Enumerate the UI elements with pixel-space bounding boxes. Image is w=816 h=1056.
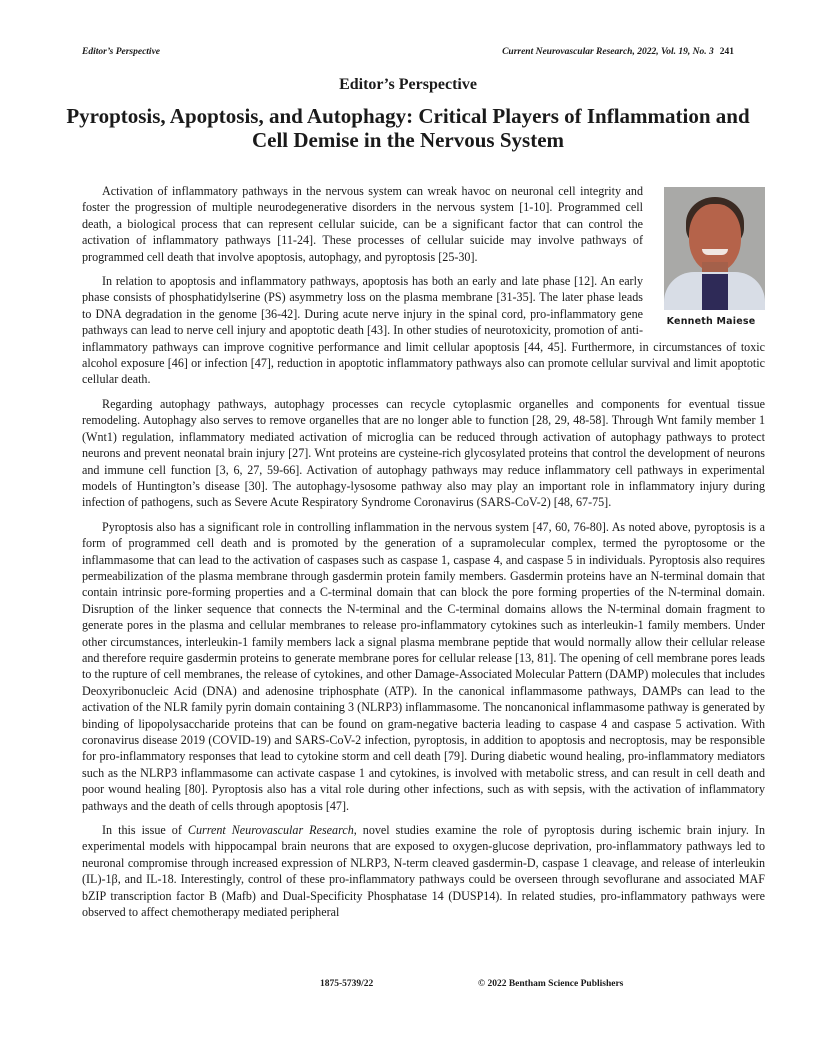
article-body — [82, 183, 765, 928]
this-issue-lead: In this issue of — [102, 823, 188, 838]
paragraph-autophagy: Regarding autophagy pathways, autophagy processes can recycle cytoplasmic organelles and components for eventual tissue remodeling. Autophagy also serves to remove organelles that are no longer able to function [28, 29, 48-58]. Through Wnt family member 1 (Wnt1) regulation, inflammatory mediated activation of microglia can be reduced through activation of autophagy pathways to protect neurons and prevent neonatal brain injury [27]. Wnt proteins are cysteine-rich glycosylated proteins that control the development of neurons and immune cell function [3, 6, 27, 59-66]. Activation of autophagy pathways may reduce inflammatory cell pathways in experimental models of Huntington’s disease [30]. The autophagy-lysosome pathway also may play an important role in inflammatory injury during infection of pathogens, such as Severe Acute Respiratory Syndrome Coronavirus (SARS-CoV-2) [48, 67-75]. — [82, 396, 765, 510]
paragraph-this-issue — [82, 822, 765, 920]
running-head — [82, 47, 734, 61]
paragraph-intro: Activation of inflammatory pathways in the nervous system can wreak havoc on neuronal cell integrity and foster the progression of multiple neurodegenerative disorders in the nervous system [1-10]. Programmed cell death, a biological process that can represent cellular suicide, can be a significant factor that can control the activation of inflammatory pathways [11-24]. These processes of cellular suicide may involve pathways of programmed cell death that involve apoptosis, autophagy, and pyroptosis [25-30]. — [82, 184, 643, 264]
article-title: Pyroptosis, Apoptosis, and Autophagy: Critical Players of Inflammation and Cell Demise in the Nervous System — [66, 104, 750, 152]
paragraph-apoptosis: In relation to apoptosis and inflammatory pathways, apoptosis has both an early and late phase [12]. An early phase consists of phosphatidylserine (PS) asymmetry loss on the plasma membrane [31-35]. The later phase leads to DNA degradation in the genome [36-42]. During acute nerve injury in the spinal cord, pro-inflammatory gene pathways can lead to nerve cell injury and apoptotic death [43]. In other studies of neurotoxicity, promotion of anti-inflammatory pathways can improve cognitive performance and limit cellular apoptosis [44, 45]. Furthermore, in circumstances of toxic alcohol exposure [46] or infection [47], reduction in apoptotic inflammatory pathways also can promote cellular survival and limit apoptotic cellular death. — [82, 274, 765, 387]
running-head-section: Editor’s Perspective — [82, 47, 161, 57]
page-number: 241 — [719, 47, 734, 57]
author-portrait-icon — [664, 187, 765, 310]
journal-name: Current Neurovascular Research — [187, 823, 354, 838]
journal-citation: Current Neurovascular Research, 2022, Vol. 19, No. 3 — [502, 47, 714, 57]
this-issue-text: , novel studies examine the role of pyroptosis during ischemic brain injury. In experimental models with hippocampal brain neurons that are exposed to oxygen-glucose deprivation, pro-inflammatory pathways led to neuronal compromise through increased expression of NLRP3, N-term cleaved gasdermin-D, caspase 1 cleavage, and release of interleukin (IL)-1β, and IL-18. Interestingly, control of these pro-inflammatory pathways could be overseen through sevoflurane and associated MAF bZIP transcription factor B (Mafb) and Dual-Specificity Phosphatase 14 (DUSP14). In related studies, pro-inflammatory pathways were observed to affect chemotherapy mediated peripheral — [82, 823, 766, 920]
author-caption: Kenneth Maiese — [666, 316, 756, 327]
section-label: Editor’s Perspective — [339, 76, 477, 93]
copyright: © 2022 Bentham Science Publishers — [478, 979, 624, 989]
author-figure — [657, 187, 765, 330]
issn: 1875-5739/22 — [320, 979, 374, 989]
paragraph-pyroptosis: Pyroptosis also has a significant role in controlling inflammation in the nervous system [47, 60, 76-80]. As noted above, pyroptosis is a form of programmed cell death and is promoted by the generation of a supramolecular complex, termed the pyroptosome or the inflammasome that can lead to the activation of caspases such as caspase 1, caspase 4, and caspase 5 in individuals. Pyroptosis also requires permeabilization of the plasma membrane through gasdermin protein family members. Gasdermin proteins have an N-terminal domain that contain intrinsic pore-forming properties and a C-terminal domain that can block the pore forming properties of the N-terminal domain. Disruption of the linker sequence that connects the N-terminal and the C-terminal domains allows the N-terminal domain fragment to generate pores in the plasma and cellular membranes to release pro-inflammatory cytokines such as interleukin-1 family members. Under other circumstances, interleukin-1 family members lack a signal plasma membrane peptide that would normally allow their cellular release and therefore require gasdermin proteins to generate membrane pores for cellular release [13, 81]. The opening of cell membrane pores leads to the rupture of cell membranes, the release of cytokines, and other Damage-Associated Molecular Pattern (DAMP) molecules that includes Deoxyribonucleic Acid (DNA) and adenosine triphosphate (ATP). In the canonical inflammasome pathways, DAMPs can lead to the activation of the NLR family pyrin domain containing 3 (NLRP3) inflammasome. The noncanonical inflammasome pathway is generated by binding of lipopolysaccharide proteins that can be found on gram-negative bacteria leading to caspase 4 and caspase 5 activation. With coronavirus disease 2019 (COVID-19) and SARS-CoV-2 infection, pyroptosis, in addition to apoptosis and necroptosis, may be responsible for pro-inflammatory responses that lead to cytokine storm and cell death [79]. During diabetic wound healing, pro-inflammatory mediators such as the NLRP3 inflammasome can activate caspase 1 and cytokines, is involved with metabolic stress, and can result in cell death and poor wound healing [80]. Pyroptosis also has a vital role during other infections, such as with sepsis, with the activation of inflammatory pathways and the death of cells through apoptosis [47]. — [82, 519, 765, 813]
running-head-journal — [502, 47, 734, 57]
